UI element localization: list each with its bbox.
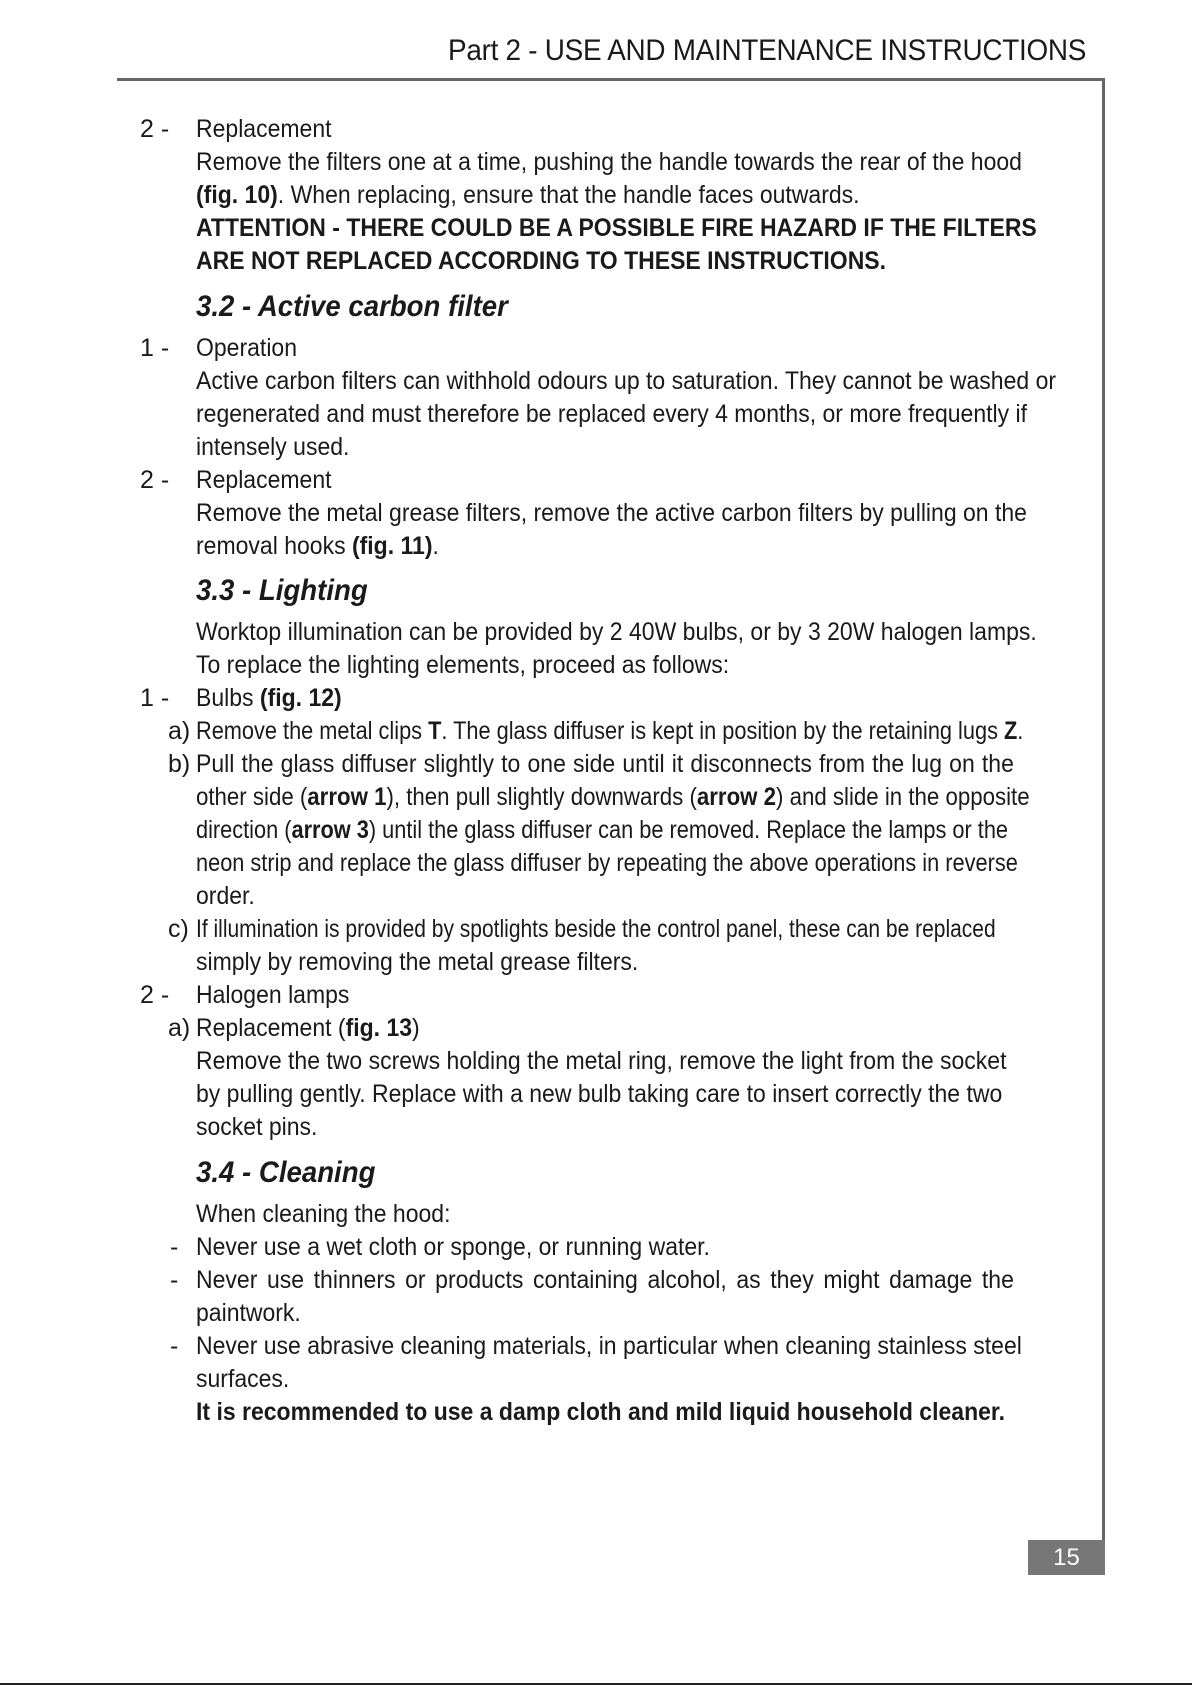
section-title: 3.3 - Lighting [196,574,368,607]
list-marker: 2 - [140,466,170,494]
section-title: 3.4 - Cleaning [196,1156,376,1189]
arrow-ref: arrow 2 [696,783,777,811]
paragraph-line: Worktop illumination can be provided by 2 40W bulbs, or by 3 20W halogen lamps. [196,618,1037,646]
text-line [0,212,1192,245]
paragraph-line: regenerated and must therefore be replaced every 4 months, or more frequently if [196,400,1028,428]
paragraph-text: Remove the metal clips [196,717,429,745]
text-line [0,616,1192,649]
paragraph-text: . When replacing, ensure that the handle faces outwards. [277,181,860,209]
text-line [0,715,1192,748]
paragraph-text: ) [412,1014,420,1042]
text-line [0,365,1192,398]
paragraph-line: socket pins. [196,1113,318,1141]
paragraph-line: When cleaning the hood: [196,1200,451,1228]
paragraph-line: Remove the metal grease filters, remove the active carbon filters by pulling on the [196,499,1027,527]
paragraph-line: by pulling gently. Replace with a new bulb taking care to insert correctly the two [196,1080,1003,1108]
text-line [0,398,1192,431]
label-ref: Z [1003,717,1018,745]
text-line [0,1198,1192,1231]
text-line [0,113,1192,146]
text-line [0,1297,1192,1330]
text-line [0,1078,1192,1111]
sub-list-marker: b) [168,750,191,778]
text-line [0,1231,1192,1264]
section-heading [0,1156,1192,1189]
paragraph-text: Bulbs [196,684,260,712]
paragraph-line: intensely used. [196,433,350,461]
paragraph-line [196,179,1014,212]
sub-list-marker: a) [168,717,191,745]
paragraph-line: neon strip and replace the glass diffuser by repeating the above operations in reverse [196,849,1018,877]
section-heading [0,290,1192,323]
text-line [0,1264,1192,1297]
paragraph-line: To replace the lighting elements, proceed as follows: [196,651,730,679]
text-line [0,497,1192,530]
page-number: 15 [1028,1540,1105,1575]
text-line [0,1363,1192,1396]
text-line [0,1045,1192,1078]
paragraph-line: surfaces. [196,1365,290,1393]
label-ref: T [428,717,442,745]
text-line [0,880,1192,913]
paragraph-line [196,814,1009,847]
text-line [0,1330,1192,1363]
item-title [196,682,1014,715]
text-line [0,1111,1192,1144]
section-heading [0,574,1192,607]
text-line [0,847,1192,880]
text-line [0,748,1192,781]
figure-ref: (fig. 11) [351,532,433,560]
paragraph-text: . [432,532,439,560]
page-header-title: Part 2 - USE AND MAINTENANCE INSTRUCTIONS [447,34,1086,67]
header-rule [117,78,1105,81]
text-line [0,146,1192,179]
arrow-ref: arrow 3 [291,816,369,844]
paragraph-text: . [1017,717,1024,745]
paragraph-text: direction ( [196,816,292,844]
paragraph-line [196,781,1030,814]
figure-ref: (fig. 12) [259,684,342,712]
bullet-marker: - [170,1233,179,1261]
paragraph-line: order. [196,882,255,910]
list-marker: 2 - [140,981,170,1009]
item-title: Operation [196,334,298,362]
text-line [0,464,1192,497]
paragraph-text: Replacement ( [196,1014,346,1042]
paragraph-line [196,715,1024,748]
paragraph-line: Remove the two screws holding the metal ring, remove the light from the socket [196,1047,1007,1075]
text-line [0,245,1192,278]
list-marker: 1 - [140,684,170,712]
figure-ref: fig. 13 [345,1014,413,1042]
arrow-ref: arrow 1 [307,783,387,811]
paragraph-line: Never use thinners or products containing alcohol, as they might damage the [196,1266,1014,1294]
sub-list-marker: c) [168,915,189,943]
text-line [0,1012,1192,1045]
paragraph-line: Never use a wet cloth or sponge, or running water. [196,1233,710,1261]
text-line [0,1396,1192,1429]
text-line [0,332,1192,365]
paragraph-text: . The glass diffuser is kept in position by the retaining lugs [441,717,1004,745]
text-line [0,530,1192,563]
item-title: Halogen lamps [196,981,350,1009]
warning-line: ARE NOT REPLACED ACCORDING TO THESE INSTRUCTIONS. [196,247,887,275]
paragraph-line: Remove the filters one at a time, pushing the handle towards the rear of the hood [196,148,1022,176]
text-line [0,979,1192,1012]
section-title: 3.2 - Active carbon filter [196,290,508,323]
figure-ref: (fig. 10) [196,181,278,209]
bullet-marker: - [170,1266,179,1294]
paragraph-line: Active carbon filters can withhold odours up to saturation. They cannot be washed or [196,367,1057,395]
paragraph-line: Pull the glass diffuser slightly to one side until it disconnects from the lug on the [196,750,1014,778]
paragraph-line: Never use abrasive cleaning materials, in particular when cleaning stainless steel [196,1332,1022,1360]
text-line [0,649,1192,682]
text-line [0,781,1192,814]
paragraph-text: ) until the glass diffuser can be removed. Replace the lamps or the [368,816,1009,844]
paragraph-text: ), then pull slightly downwards ( [386,783,697,811]
bullet-marker: - [170,1332,179,1360]
text-line [0,814,1192,847]
text-line [0,682,1192,715]
paragraph-text: other side ( [196,783,308,811]
recommendation-line: It is recommended to use a damp cloth and mild liquid household cleaner. [196,1398,1005,1426]
item-title: Replacement [196,115,332,143]
paragraph-line: If illumination is provided by spotlights beside the control panel, these can be replaced [196,915,996,943]
list-marker: 1 - [140,334,170,362]
text-line [0,913,1192,946]
warning-line: ATTENTION - THERE COULD BE A POSSIBLE FIRE HAZARD IF THE FILTERS [196,214,1037,242]
paragraph-text: ) and slide in the opposite [776,783,1030,811]
paragraph-line [196,530,1014,563]
text-line [0,946,1192,979]
item-title [196,1012,1014,1045]
text-line [0,431,1192,464]
paragraph-line: simply by removing the metal grease filters. [196,948,639,976]
paragraph-text: removal hooks [196,532,352,560]
list-marker: 2 - [140,115,170,143]
item-title: Replacement [196,466,332,494]
text-line [0,179,1192,212]
sub-list-marker: a) [168,1014,191,1042]
paragraph-line: paintwork. [196,1299,301,1327]
